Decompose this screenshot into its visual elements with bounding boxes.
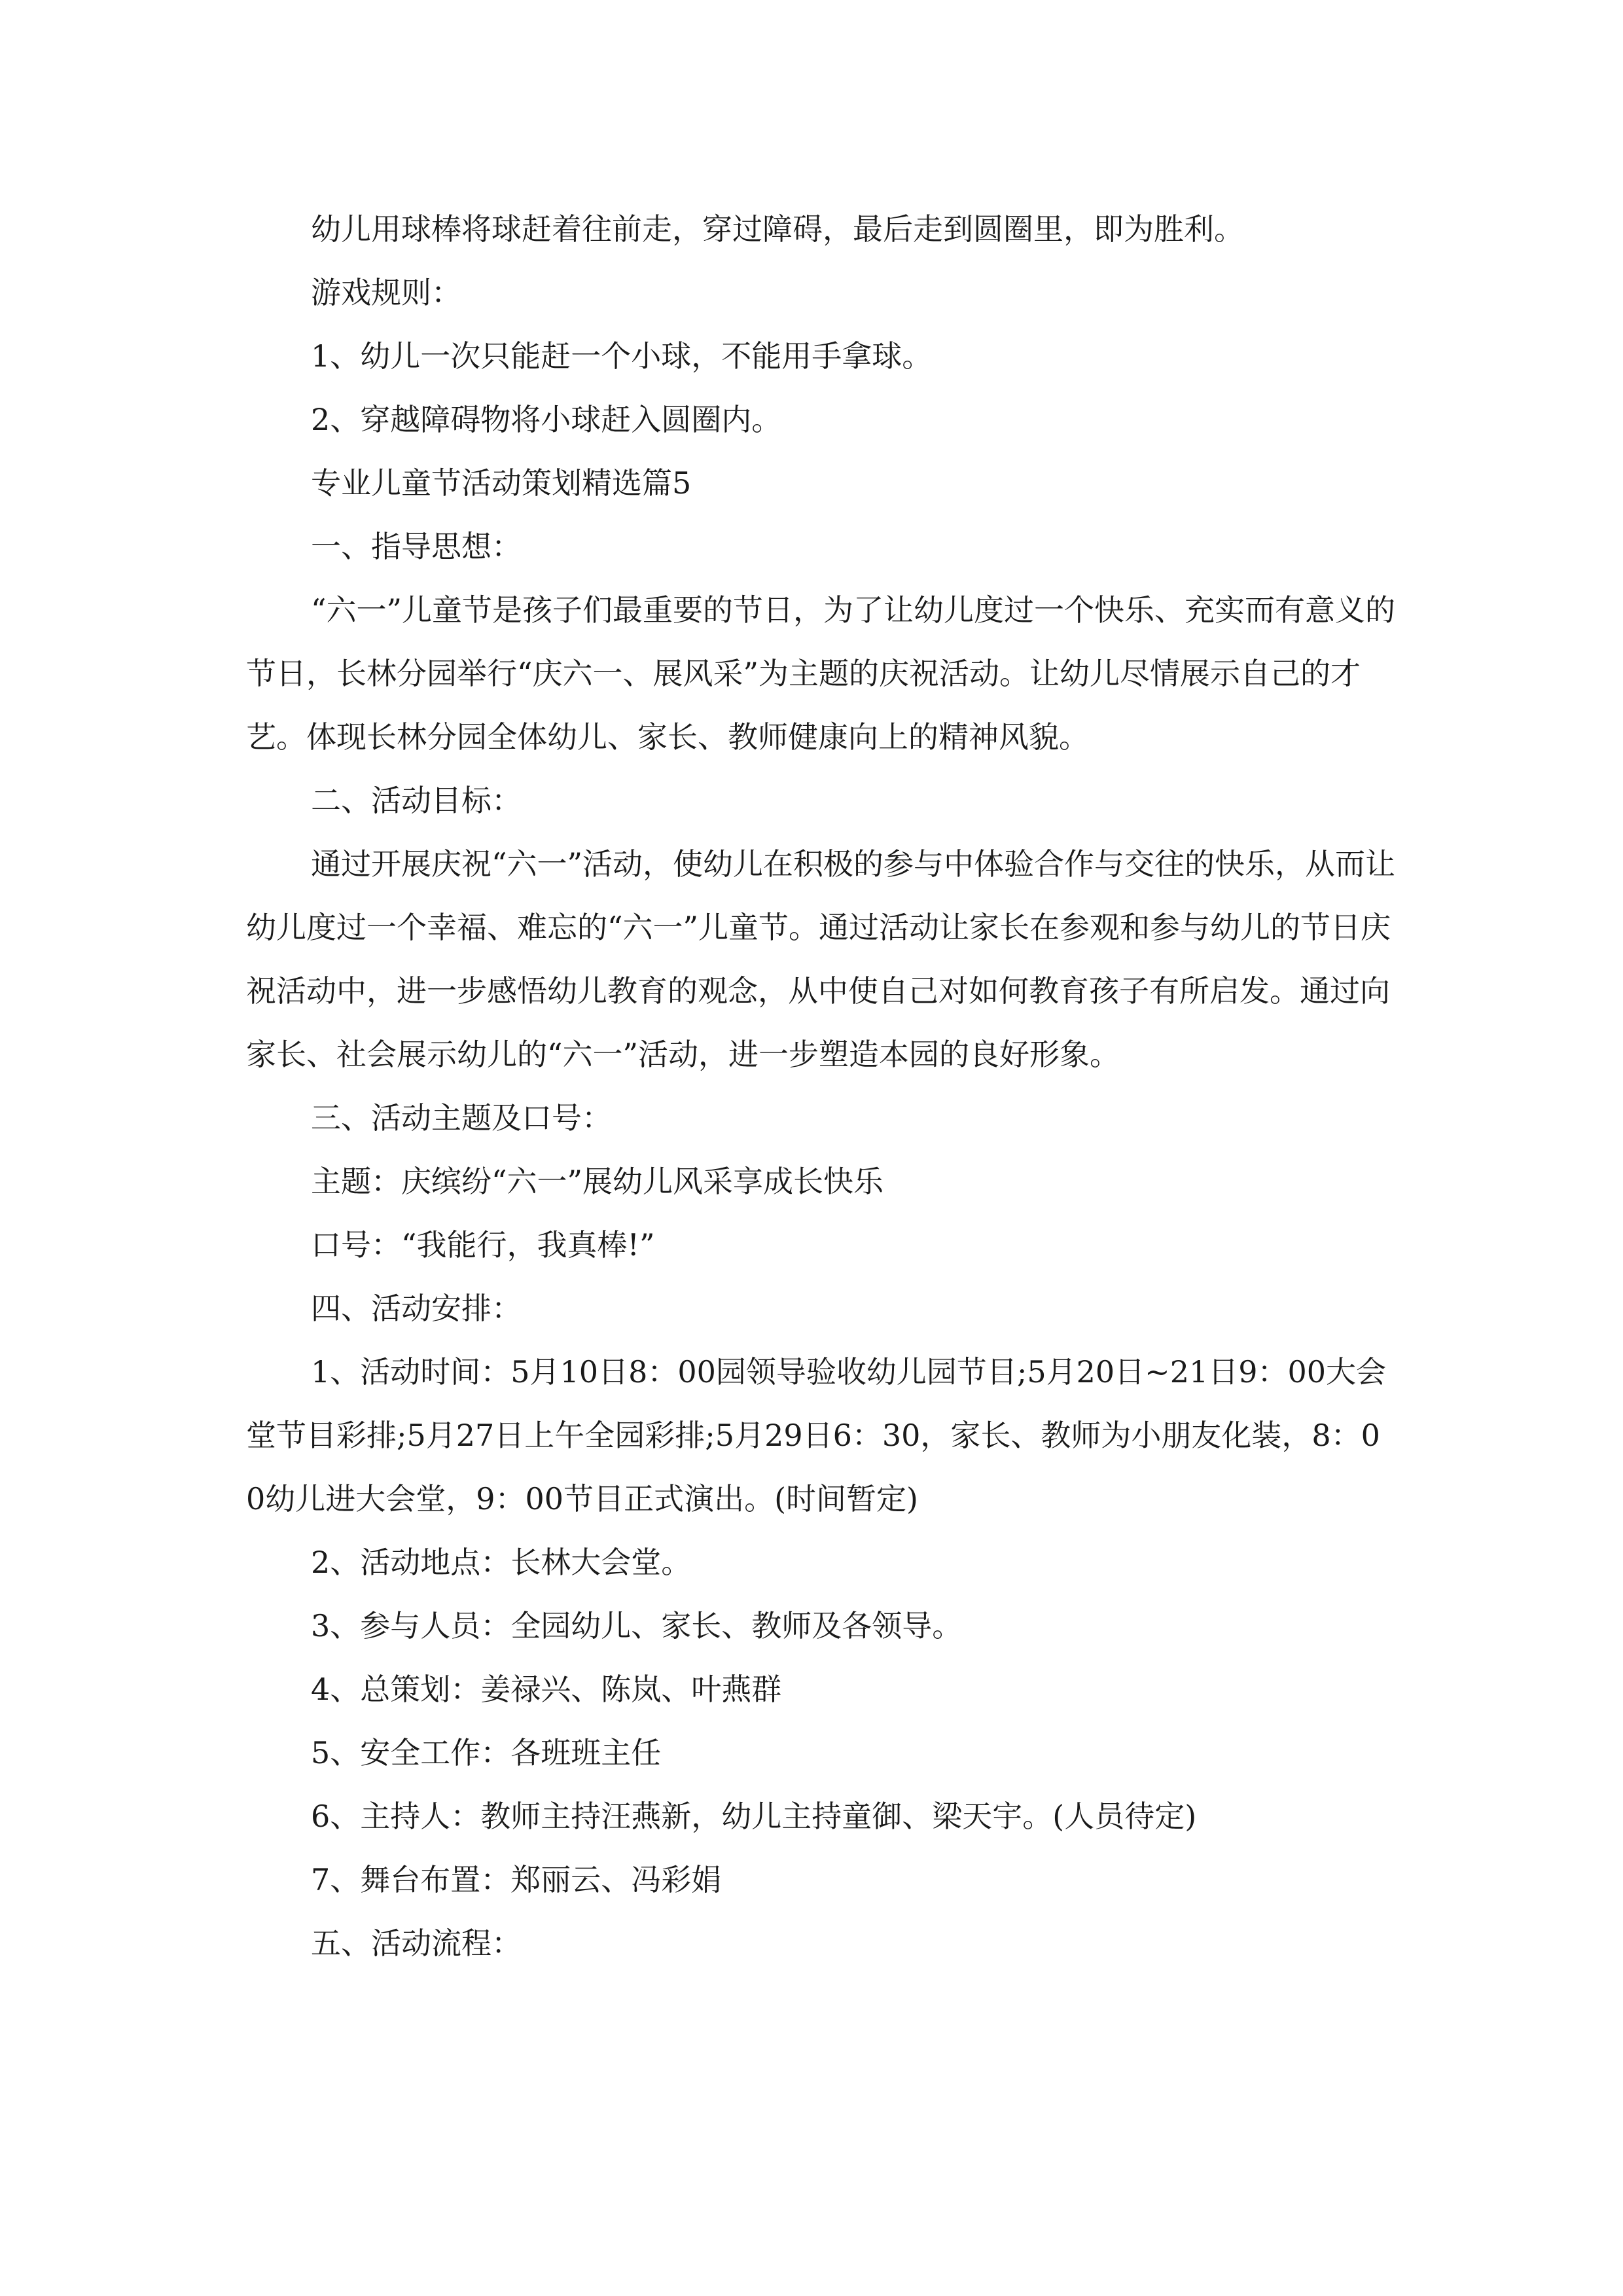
- heading-activity-process: 五、活动流程：: [311, 1926, 522, 1961]
- heading-theme-slogan: 三、活动主题及口号：: [311, 1100, 612, 1136]
- document-body: [246, 198, 1398, 1975]
- paragraph-stage-setup: 7、舞台布置：郑丽云、冯彩娟: [311, 1862, 722, 1897]
- paragraph-game-description: 幼儿用球棒将球赶着往前走，穿过障碍，最后走到圆圈里，即为胜利。: [311, 211, 1244, 247]
- heading-activity-goals: 二、活动目标：: [311, 783, 522, 818]
- section-title: 专业儿童节活动策划精选篇5: [311, 465, 692, 501]
- paragraph-safety-work: 5、安全工作：各班班主任: [311, 1735, 662, 1770]
- paragraph-activity-time: 1、活动时间：5月10日8：00园领导验收幼儿园节目;5月20日~21日9：00大会堂节目彩排;5月27日上午全园彩排;5月29日6：30，家长、教师为小朋友化装，8：00幼儿进大会堂，9：00节目正式演出。(时间暂定): [246, 1354, 1387, 1516]
- paragraph-slogan: 口号：“我能行，我真棒!”: [311, 1227, 655, 1263]
- paragraph-game-rules-heading: 游戏规则：: [311, 275, 461, 310]
- paragraph-chief-planner: 4、总策划：姜禄兴、陈岚、叶燕群: [311, 1672, 782, 1707]
- paragraph-guiding-ideology: “六一”儿童节是孩子们最重要的节日，为了让幼儿度过一个快乐、充实而有意义的节日，长林分园举行“庆六一、展风采”为主题的庆祝活动。让幼儿尽情展示自己的才艺。体现长林分园全体幼儿、家长、教师健康向上的精神风貌。: [246, 592, 1396, 755]
- paragraph-activity-goals: 通过开展庆祝“六一”活动，使幼儿在积极的参与中体验合作与交往的快乐，从而让幼儿度过一个幸福、难忘的“六一”儿童节。通过活动让家长在参观和参与幼儿的节日庆祝活动中，进一步感悟幼儿教育的观念，从中使自己对如何教育孩子有所启发。通过向家长、社会展示幼儿的“六一”活动，进一步塑造本园的良好形象。: [246, 846, 1396, 1072]
- paragraph-participants: 3、参与人员：全园幼儿、家长、教师及各领导。: [311, 1608, 963, 1643]
- heading-activity-arrangement: 四、活动安排：: [311, 1291, 522, 1326]
- paragraph-hosts: 6、主持人：教师主持汪燕新，幼儿主持童御、梁天宇。(人员待定): [311, 1799, 1197, 1834]
- paragraph-activity-location: 2、活动地点：长林大会堂。: [311, 1545, 692, 1580]
- paragraph-theme: 主题：庆缤纷“六一”展幼儿风采享成长快乐: [311, 1164, 884, 1199]
- heading-guiding-ideology: 一、指导思想：: [311, 529, 522, 564]
- paragraph-rule-1: 1、幼儿一次只能赶一个小球，不能用手拿球。: [311, 338, 933, 374]
- paragraph-rule-2: 2、穿越障碍物将小球赶入圆圈内。: [311, 402, 782, 437]
